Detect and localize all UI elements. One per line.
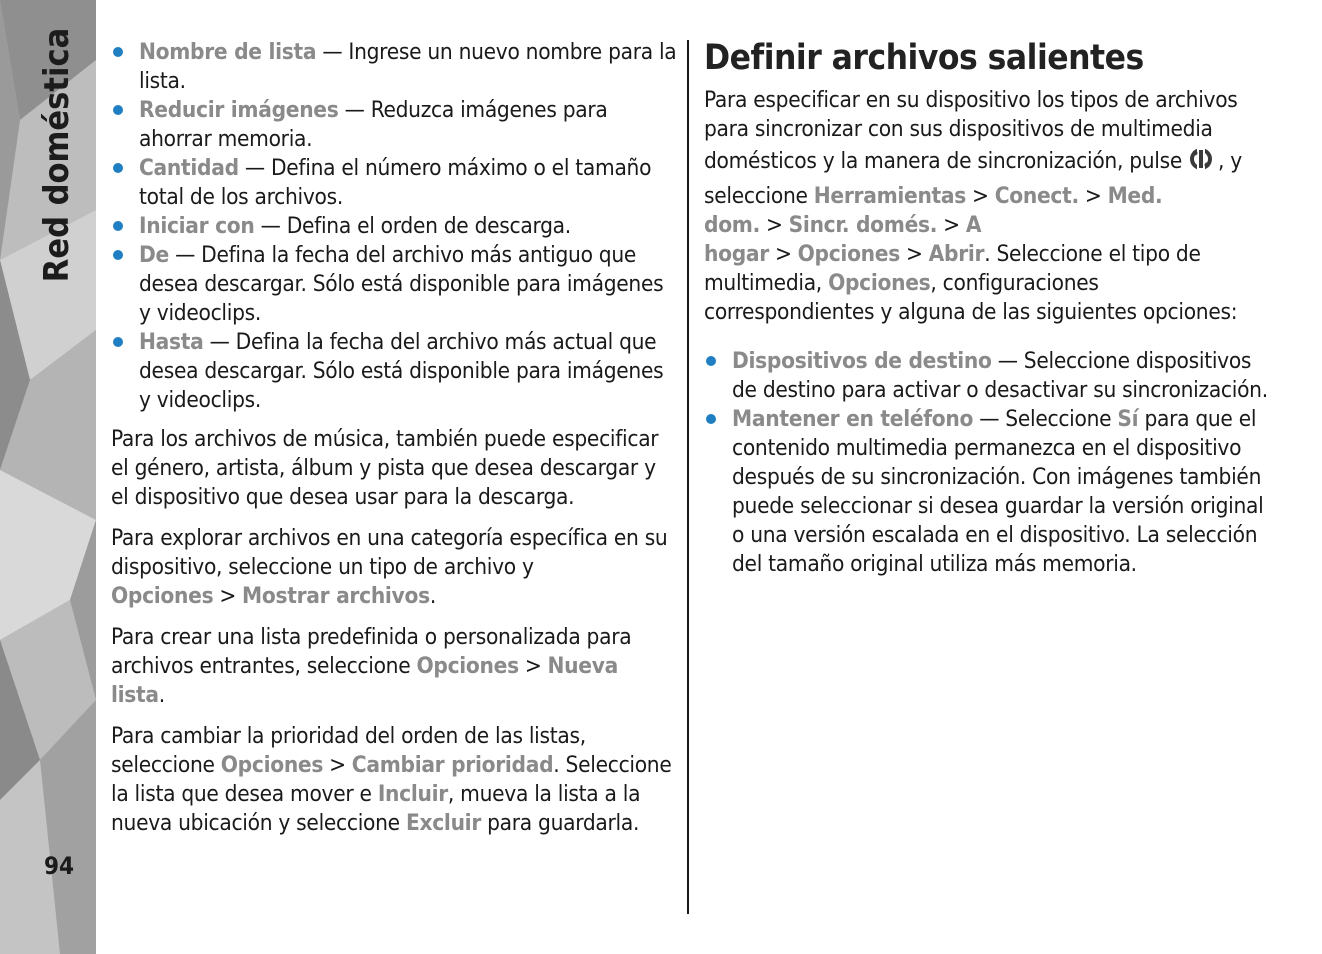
menu-separator: > bbox=[943, 212, 960, 238]
menu-option: Nueva lista bbox=[111, 653, 618, 708]
paragraph-text: . bbox=[429, 583, 436, 609]
paragraph-text: Para cambiar la prioridad del orden de las listas, seleccione bbox=[111, 723, 586, 778]
bullet-icon bbox=[113, 105, 123, 115]
intro-paragraph bbox=[704, 86, 1272, 327]
list-item bbox=[704, 347, 1272, 405]
list-options-list bbox=[111, 38, 677, 415]
page-number: 94 bbox=[44, 852, 75, 880]
paragraph-text: Para crear una lista predefinida o personalizada para archivos entrantes, seleccione bbox=[111, 624, 632, 679]
menu-separator: > bbox=[219, 583, 237, 609]
option-description: — Defina el orden de descarga. bbox=[254, 213, 571, 239]
paragraph-text: . Seleccione el tipo de multimedia, bbox=[704, 241, 1201, 296]
menu-option: Mostrar archivos bbox=[242, 583, 430, 609]
menu-separator: > bbox=[329, 752, 346, 778]
right-column bbox=[704, 38, 1272, 589]
list-item bbox=[111, 212, 677, 241]
list-item bbox=[111, 241, 677, 328]
bullet-icon bbox=[113, 47, 123, 57]
left-column bbox=[111, 38, 677, 850]
section-title: Red doméstica bbox=[37, 27, 77, 283]
menu-option: Excluir bbox=[405, 810, 481, 836]
list-item bbox=[111, 38, 677, 96]
option-label: Iniciar con bbox=[139, 213, 255, 239]
option-description: — Seleccione dispositivos de destino para activar o desactivar su sincronización. bbox=[732, 348, 1268, 403]
option-description: — Ingrese un nuevo nombre para la lista. bbox=[139, 39, 677, 94]
menu-option: Opciones bbox=[111, 583, 214, 609]
menu-option: Opciones bbox=[797, 241, 900, 267]
bullet-icon bbox=[113, 163, 123, 173]
menu-option: Opciones bbox=[828, 270, 931, 296]
list-item bbox=[111, 328, 677, 415]
option-label: De bbox=[139, 242, 169, 268]
paragraph-text: para guardarla. bbox=[481, 810, 640, 836]
side-tab bbox=[0, 0, 96, 954]
option-description: para que el contenido multimedia permanezca en el dispositivo después de su sincronización. Con imágenes también puede seleccionar si desea guardar la versión original o una versión escalada en el dispositivo. La selección del tamaño original utiliza más memoria. bbox=[732, 406, 1264, 577]
explore-paragraph bbox=[111, 524, 677, 611]
section-heading: Definir archivos salientes bbox=[704, 38, 1144, 78]
create-list-paragraph bbox=[111, 623, 677, 710]
bullet-icon bbox=[706, 356, 716, 366]
menu-separator: > bbox=[765, 212, 783, 238]
menu-option: Sincr. domés. bbox=[788, 212, 938, 238]
option-description: — Defina la fecha del archivo más antiguo que desea descargar. Sólo está disponible para imágenes y videoclips. bbox=[139, 242, 664, 326]
option-description: — Seleccione bbox=[973, 406, 1118, 432]
menu-separator: > bbox=[524, 653, 542, 679]
sync-options-list bbox=[704, 347, 1272, 579]
option-description: — Reduzca imágenes para ahorrar memoria. bbox=[139, 97, 608, 152]
menu-option: Sí bbox=[1117, 406, 1139, 432]
option-description: — Defina la fecha del archivo más actual que desea descargar. Sólo está disponible para imágenes y videoclips. bbox=[139, 329, 664, 413]
bullet-icon bbox=[113, 337, 123, 347]
option-label: Cantidad bbox=[139, 155, 239, 181]
paragraph-text: , y seleccione bbox=[704, 148, 1242, 209]
column-divider bbox=[687, 40, 689, 914]
menu-separator: > bbox=[905, 241, 923, 267]
menu-separator: > bbox=[1084, 183, 1102, 209]
option-label: Nombre de lista bbox=[139, 39, 317, 65]
menu-separator: > bbox=[972, 183, 989, 209]
menu-option: Cambiar prioridad bbox=[351, 752, 554, 778]
bullet-icon bbox=[706, 414, 716, 424]
paragraph-text: . Seleccione la lista que desea mover e bbox=[111, 752, 672, 807]
priority-paragraph bbox=[111, 722, 677, 838]
music-paragraph: Para los archivos de música, también puede especificar el género, artista, álbum y pista que desea descargar y el dispositivo que desea usar para la descarga. bbox=[111, 426, 659, 510]
option-label: Mantener en teléfono bbox=[732, 406, 974, 432]
menu-option: Opciones bbox=[416, 653, 519, 679]
option-description: — Defina el número máximo o el tamaño total de los archivos. bbox=[139, 155, 652, 210]
menu-option: Opciones bbox=[220, 752, 324, 778]
paragraph-text: Para explorar archivos en una categoría específica en su dispositivo, seleccione un tipo de archivo y bbox=[111, 525, 668, 580]
menu-option: Conect. bbox=[994, 183, 1079, 209]
paragraph-text: Para especificar en su dispositivo los tipos de archivos para sincronizar con sus dispositivos de multimedia domésticos y la manera de sincronización, pulse bbox=[704, 87, 1238, 174]
paragraph-text: . bbox=[158, 682, 165, 708]
bullet-icon bbox=[113, 221, 123, 231]
menu-option: Med. dom. bbox=[704, 183, 1163, 238]
option-label: Hasta bbox=[139, 329, 204, 355]
list-item bbox=[704, 405, 1272, 579]
section-title-wrapper bbox=[0, 0, 96, 954]
paragraph-text: , configuraciones correspondientes y alguna de las siguientes opciones: bbox=[704, 270, 1238, 325]
menu-option: Incluir bbox=[377, 781, 448, 807]
bullet-icon bbox=[113, 250, 123, 260]
menu-separator: > bbox=[774, 241, 792, 267]
option-label: Dispositivos de destino bbox=[732, 348, 992, 374]
menu-key-icon bbox=[1188, 144, 1214, 182]
list-item bbox=[111, 154, 677, 212]
menu-option: A hogar bbox=[704, 212, 982, 267]
list-item bbox=[111, 96, 677, 154]
paragraph-text: , mueva la lista a la nueva ubicación y seleccione bbox=[111, 781, 641, 836]
menu-option: Herramientas bbox=[813, 183, 967, 209]
menu-option: Abrir bbox=[928, 241, 985, 267]
option-label: Reducir imágenes bbox=[139, 97, 339, 123]
